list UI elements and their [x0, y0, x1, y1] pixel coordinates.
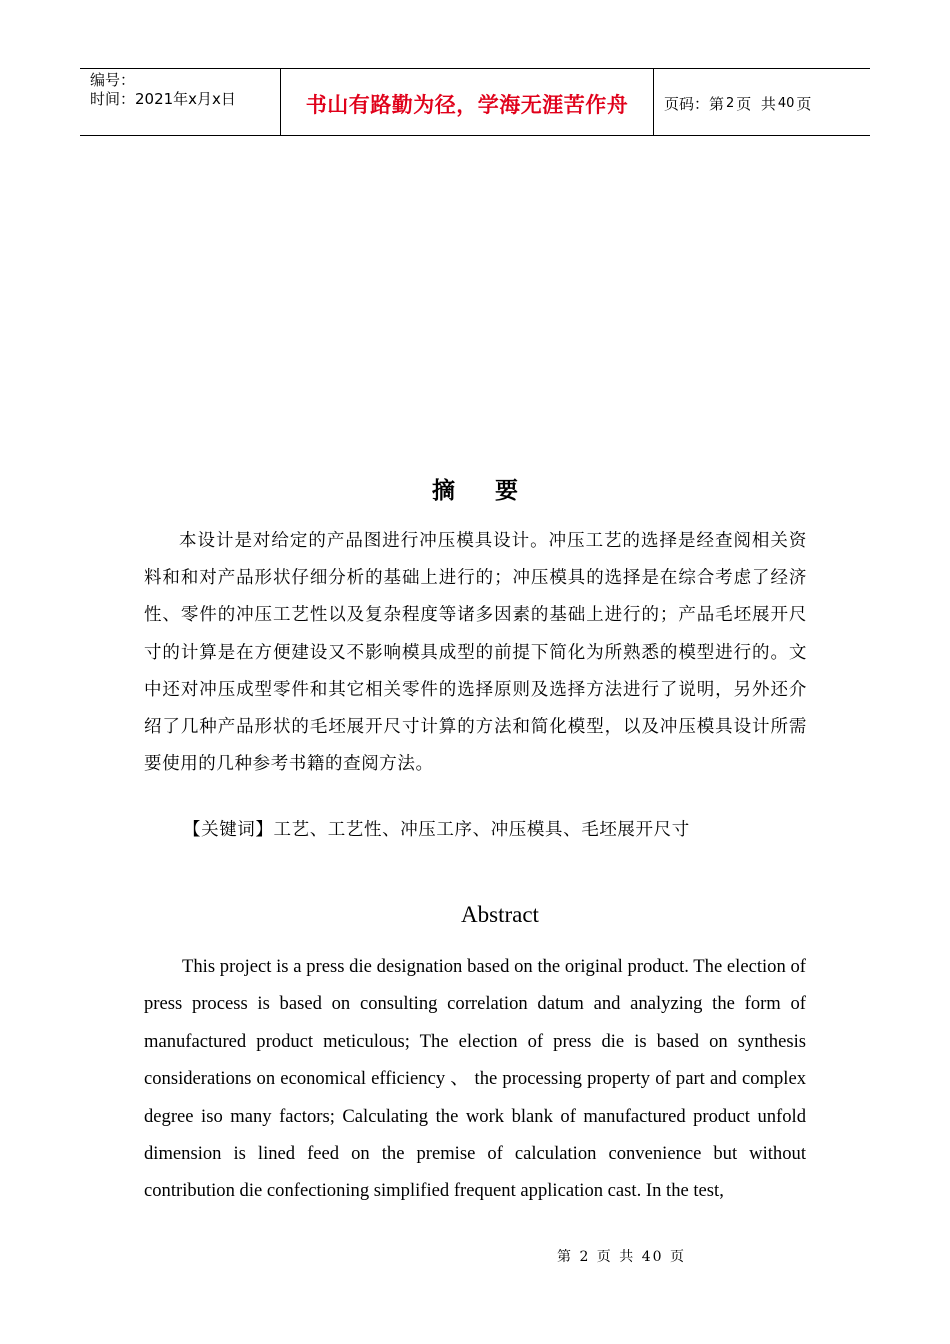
serial-number-label: 编号：	[90, 71, 136, 89]
header-motto: 书山有路勤为径，学海无涯苦作舟	[281, 69, 654, 135]
page-suffix: 页	[796, 94, 812, 113]
page-mid: 页 共	[736, 94, 776, 113]
page-header	[80, 68, 870, 136]
date-label: 时间：2021年x月x日	[90, 90, 236, 108]
page-footer: 第 2 页 共 40 页	[557, 1249, 686, 1265]
page-total: 40	[777, 95, 795, 111]
cn-abstract-title: 摘要	[432, 477, 558, 504]
page-current: 2	[726, 95, 735, 111]
cn-keywords: 【关键词】工艺、工艺性、冲压工序、冲压模具、毛坯展开尺寸	[183, 820, 690, 840]
en-abstract-body: This project is a press die designation based on the original product. The election of press process is based on consulting correlation datum and analyzing the form of manufactured product meticulous; The election of press die is based on synthesis considerations on economical efficiency 、 the processing property of part and complex degree iso many factors; Calculating the work blank of manufactured product unfold dimension is lined feed on the premise of calculation convenience but without contribution die confectioning simplified frequent application cast. In the test,	[144, 956, 806, 1202]
page-prefix: 页码：第	[664, 94, 725, 113]
en-abstract-title: Abstract	[461, 902, 539, 927]
header-page-info	[654, 69, 870, 135]
header-meta	[80, 69, 281, 135]
cn-abstract-body: 本设计是对给定的产品图进行冲压模具设计。冲压工艺的选择是经查阅相关资料和和对产品形状仔细分析的基础上进行的；冲压模具的选择是在综合考虑了经济性、零件的冲压工艺性以及复杂程度等诸多因素的基础上进行的；产品毛坯展开尺寸的计算是在方便建设又不影响模具成型的前提下简化为所熟悉的模型进行的。文中还对冲压成型零件和其它相关零件的选择原则及选择方法进行了说明，另外还介绍了几种产品形状的毛坯展开尺寸计算的方法和简化模型，以及冲压模具设计所需要使用的几种参考书籍的查阅方法。	[144, 531, 807, 775]
